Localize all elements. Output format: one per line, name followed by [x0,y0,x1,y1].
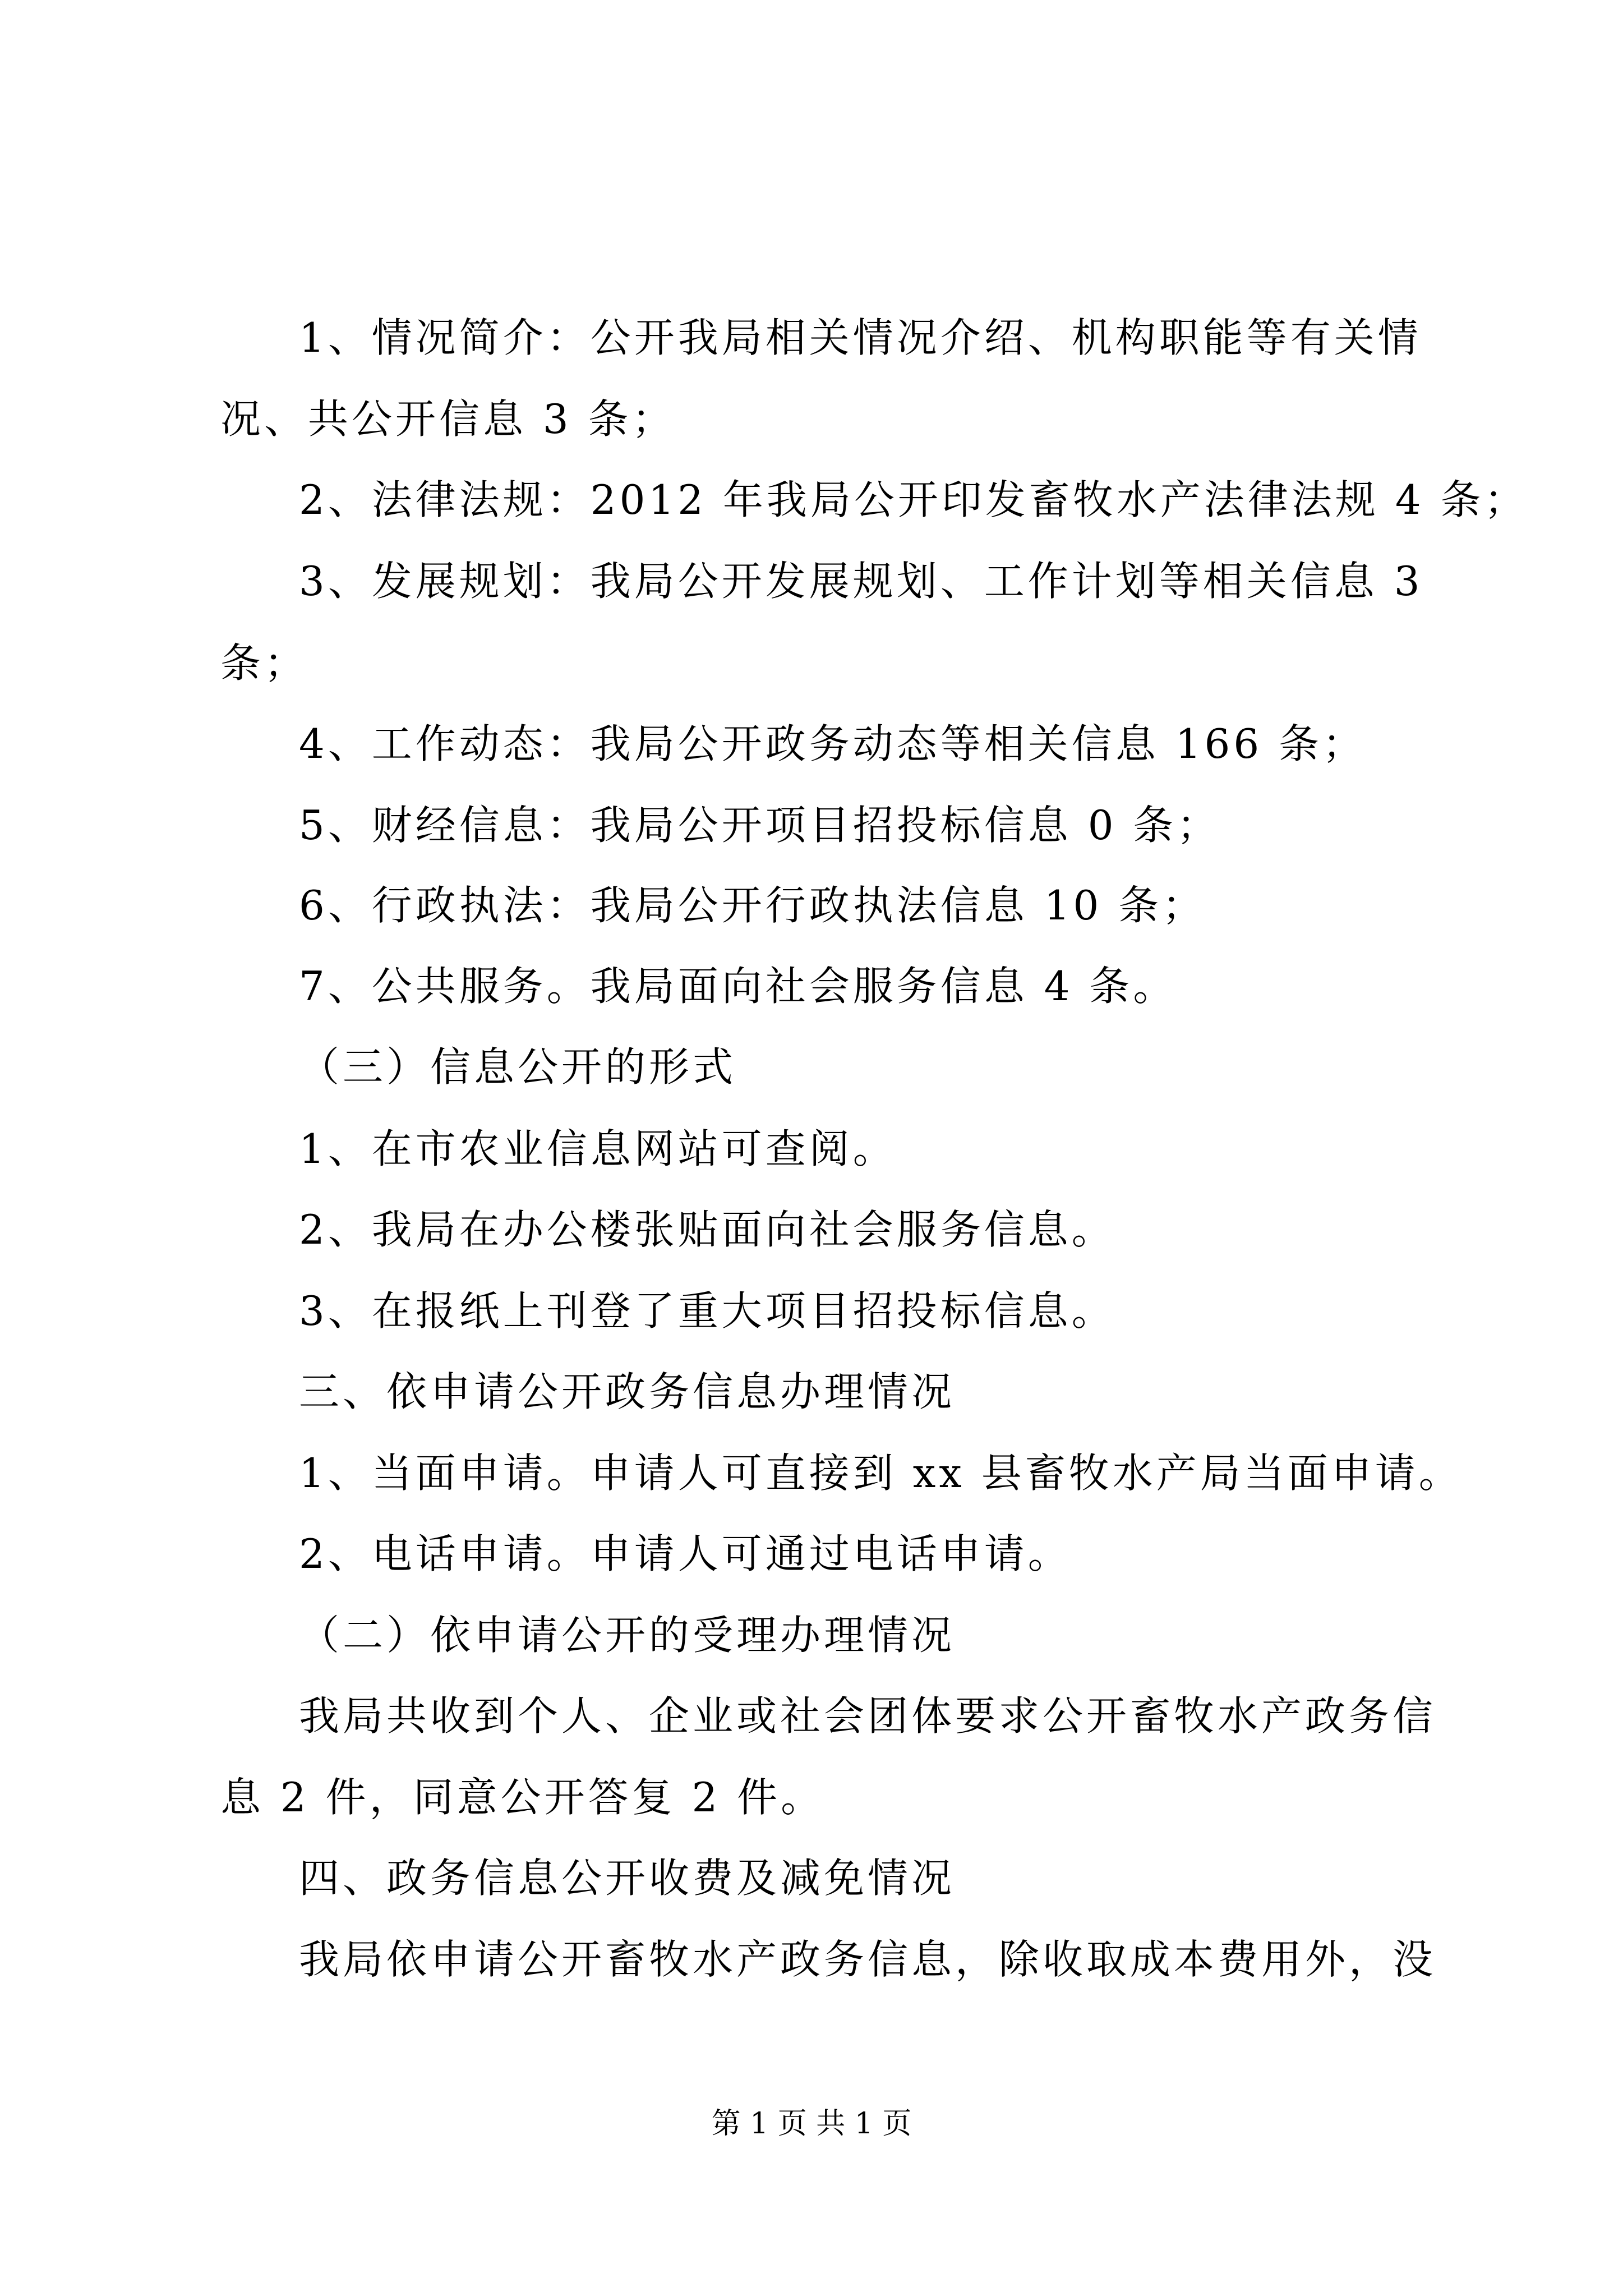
text-line: 3、发展规划：我局公开发展规划、工作计划等相关信息 3 [299,558,1423,605]
text-line: 2、我局在办公楼张贴面向社会服务信息。 [299,1206,1115,1253]
text-line: 1、当面申请。申请人可直接到 xx 县畜牧水产局当面申请。 [299,1450,1463,1497]
text-line: 我局依申请公开畜牧水产政务信息，除收取成本费用外，没 [299,1936,1437,1983]
text-line: 条； [220,639,308,687]
text-line: 7、公共服务。我局面向社会服务信息 4 条。 [299,963,1177,1010]
text-line: 2、电话申请。申请人可通过电话申请。 [299,1530,1072,1577]
section-heading: 四、政务信息公开收费及减免情况 [299,1855,956,1902]
text-line: 3、在报纸上刊登了重大项目招投标信息。 [299,1287,1115,1335]
text-line: 5、财经信息：我局公开项目招投标信息 0 条； [299,802,1221,849]
text-line: 我局共收到个人、企业或社会团体要求公开畜牧水产政务信 [299,1692,1437,1740]
text-line: 4、工作动态：我局公开政务动态等相关信息 166 条； [299,720,1367,767]
text-line: 2、法律法规：2012 年我局公开印发畜牧水产法律法规 4 条； [299,476,1528,523]
text-line: 况、共公开信息 3 条； [220,395,676,443]
section-heading: （三）信息公开的形式 [299,1043,737,1091]
section-heading: 三、依申请公开政务信息办理情况 [299,1368,956,1415]
text-line: 6、行政执法：我局公开行政执法信息 10 条； [299,882,1206,929]
text-line: 息 2 件，同意公开答复 2 件。 [220,1774,825,1821]
text-line: 1、在市农业信息网站可查阅。 [299,1125,897,1172]
section-heading: （二）依申请公开的受理办理情况 [299,1612,956,1659]
page-number-footer: 第 1 页 共 1 页 [711,2107,912,2141]
text-line: 1、情况简介：公开我局相关情况介绍、机构职能等有关情 [299,314,1422,361]
